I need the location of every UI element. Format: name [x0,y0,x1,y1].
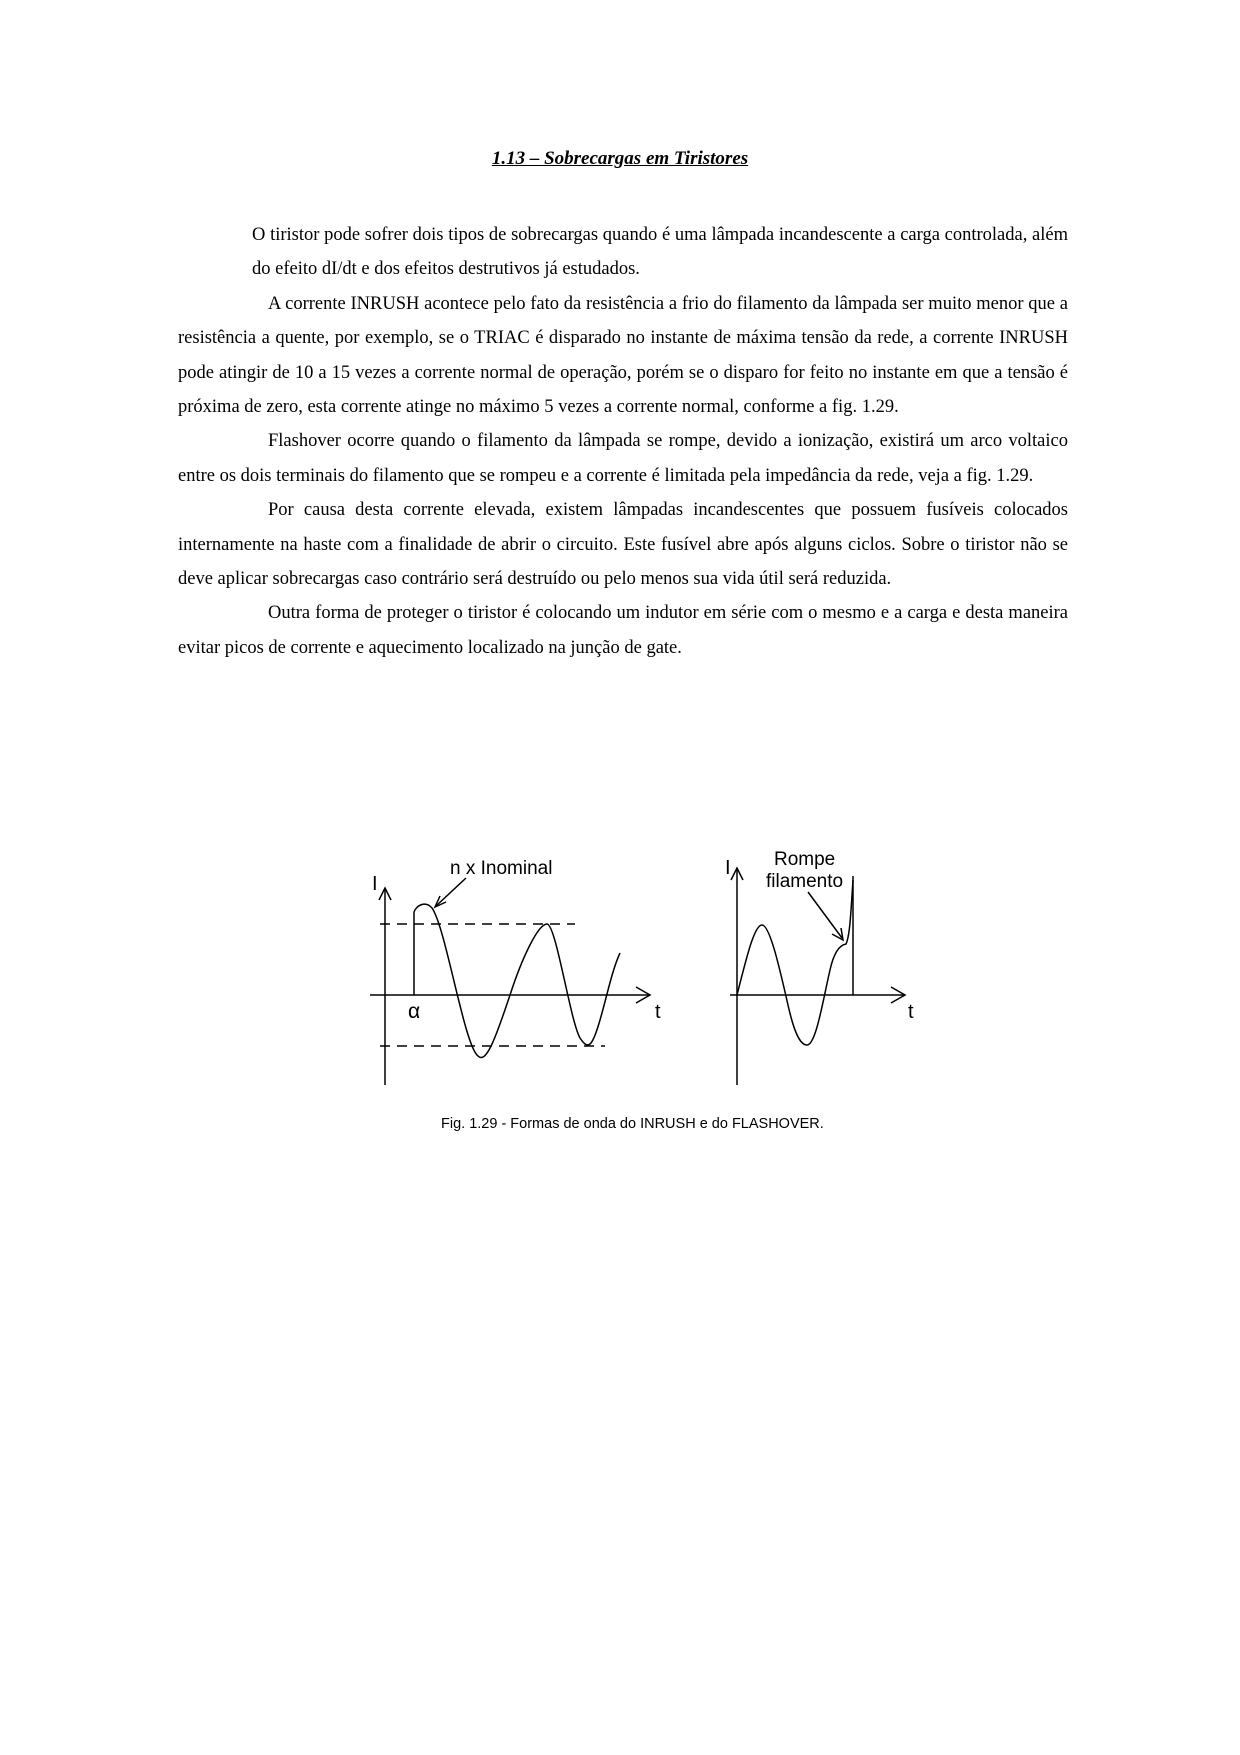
firing-angle-label: α [408,1000,421,1023]
right-y-label: I [725,857,731,879]
rupture-pointer-line [808,892,842,938]
flashover-plot [730,868,905,1085]
figure-caption: Fig. 1.29 - Formas de onda do INRUSH e do FLASHOVER. [441,1116,824,1132]
left-x-label: t [655,1001,661,1023]
figure-1-29 [360,840,940,1140]
flashover-waveform [737,880,853,1045]
right-x-label: t [908,1001,914,1023]
paragraph-fuses: Por causa desta corrente elevada, existem lâmpadas incandescentes que possuem fusíveis colocados internamente na haste com a finalidade de abrir o circuito. Este fusível abre após alguns ciclos. Sobre o tiristor não se deve aplicar sobrecargas caso contrário será destruído ou pelo menos sua vida útil será reduzida. [178,500,1068,590]
paragraph-inrush: A corrente INRUSH acontece pelo fato da resistência a frio do filamento da lâmpada ser muito menor que a resistência a quente, por exemplo, se o TRIAC é disparado no instante de máxima tensão da rede, a corrente INRUSH pode atingir de 10 a 15 vezes a corrente normal de operação, porém se o disparo for feito no instante em que a tensão é próxima de zero, esta corrente atinge no máximo 5 vezes a corrente normal, conforme a fig. 1.29. [178,293,1068,418]
paragraph-flashover: Flashover ocorre quando o filamento da lâmpada se rompe, devido a ionização, existirá um arco voltaico entre os dois terminais do filamento que se rompeu e a corrente é limitada pela impedância da rede, veja a fig. 1.29. [178,431,1068,486]
body-text [178,218,1068,665]
paragraph-inductor: Outra forma de proteger o tiristor é colocando um indutor em série com o mesmo e a carga e desta maneira evitar picos de corrente e aquecimento localizado na junção de gate. [178,603,1068,658]
inrush-waveform [414,904,620,1057]
peak-annotation: n x Inominal [450,858,553,879]
waveform-diagram [360,840,940,1140]
section-title: 1.13 – Sobrecargas em Tiristores [491,148,749,169]
inrush-plot [370,878,650,1085]
left-y-label: I [372,873,378,895]
rupture-annotation-line1: Rompe [774,849,836,870]
rupture-annotation-line2: filamento [766,871,844,892]
peak-pointer-line [436,878,466,906]
paragraph-intro: O tiristor pode sofrer dois tipos de sobrecargas quando é uma lâmpada incandescente a carga controlada, além do efeito dI/dt e dos efeitos destrutivos já estudados. [252,225,1068,280]
